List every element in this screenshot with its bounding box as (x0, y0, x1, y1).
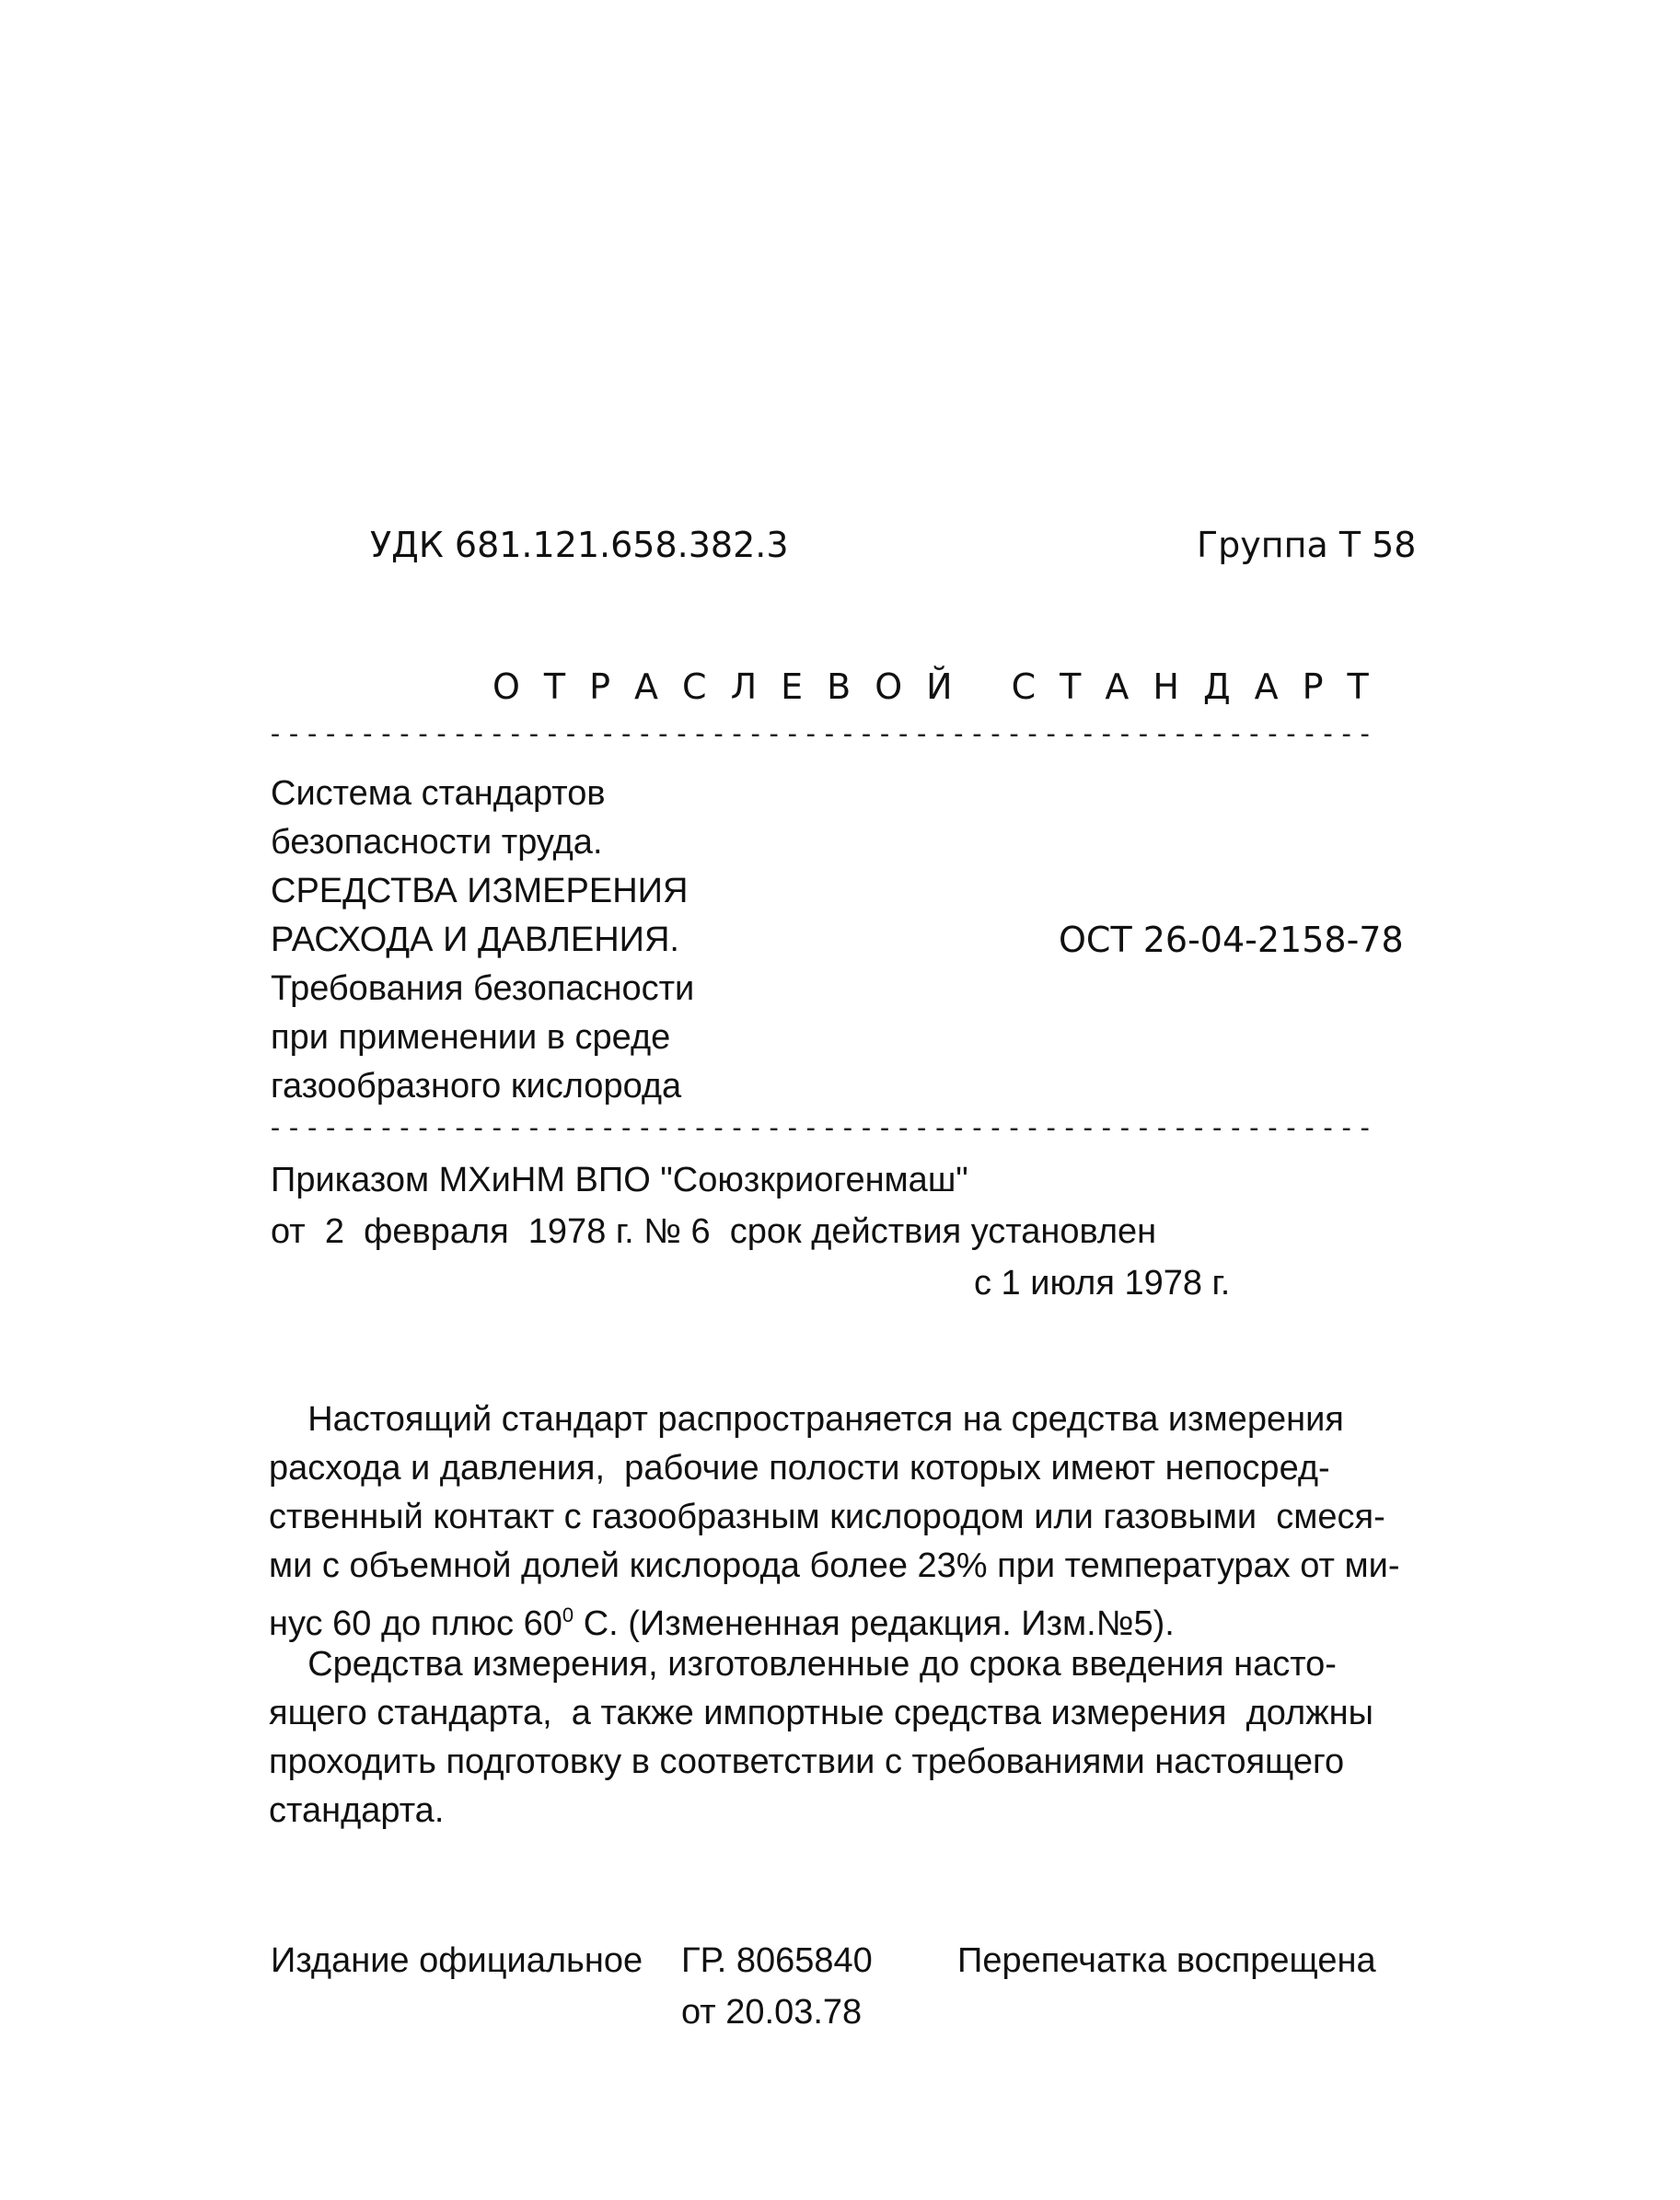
order-effective-date: с 1 июля 1978 г. (974, 1264, 1231, 1303)
paragraph-line: Настоящий стандарт распространяется на средства измерения (269, 1400, 1344, 1439)
group-code: Группа Т 58 (1197, 525, 1417, 565)
paragraph-line-text: нус 60 до плюс 60 (269, 1604, 562, 1643)
subject-line: Система стандартов (271, 774, 606, 813)
subject-line: СРЕДСТВА ИЗМЕРЕНИЯ (271, 872, 689, 910)
paragraph-line: ящего стандарта, а также импортные средства измерения должны (269, 1694, 1373, 1732)
scope-paragraph (269, 1395, 1512, 1649)
applicability-paragraph (269, 1640, 1512, 1835)
subject-line: газообразного кислорода (271, 1067, 682, 1106)
subject-line: Требования безопасности (271, 969, 695, 1008)
registration-number: ГР. 8065840 (681, 1941, 873, 1980)
reprint-notice: Перепечатка воспрещена (957, 1941, 1376, 1980)
paragraph-line: проходить подготовку в соответствии с требованиями настоящего (269, 1743, 1345, 1781)
degree-superscript: 0 (562, 1604, 574, 1627)
standard-designation: ОСТ 26-04-2158-78 (1059, 920, 1404, 960)
paragraph-line: расхода и давления, рабочие полости которых имеют непосред- (269, 1449, 1330, 1488)
paragraph-line: ственный контакт с газообразным кислородом или газовыми смеся- (269, 1498, 1385, 1536)
paragraph-line: ми с объемной долей кислорода более 23% при температурах от ми- (269, 1546, 1400, 1585)
subject-line: при применении в среде (271, 1018, 671, 1057)
subject-line: РАСХОДА И ДАВЛЕНИЯ. (271, 921, 679, 959)
official-edition: Издание официальное (271, 1941, 643, 1980)
order-line: от 2 февраля 1978 г. № 6 срок действия установлен (271, 1212, 1157, 1251)
top-divider: ------------------------------------------------------------ (267, 718, 1375, 750)
document-title: ОТРАСЛЕВОЙ СТАНДАРТ (492, 666, 1393, 707)
paragraph-line-text: С. (Измененная редакция. Изм.№5). (574, 1604, 1175, 1643)
paragraph-line: стандарта. (269, 1791, 445, 1830)
udk-code: УДК 681.121.658.382.3 (370, 525, 789, 565)
bottom-divider: ------------------------------------------------------------ (267, 1112, 1375, 1144)
registration-date: от 20.03.78 (681, 1993, 863, 2032)
subject-line: безопасности труда. (271, 823, 603, 862)
order-line: Приказом МХиНМ ВПО "Союзкриогенмаш" (271, 1161, 968, 1199)
paragraph-line: Средства измерения, изготовленные до срока введения насто- (269, 1645, 1337, 1684)
